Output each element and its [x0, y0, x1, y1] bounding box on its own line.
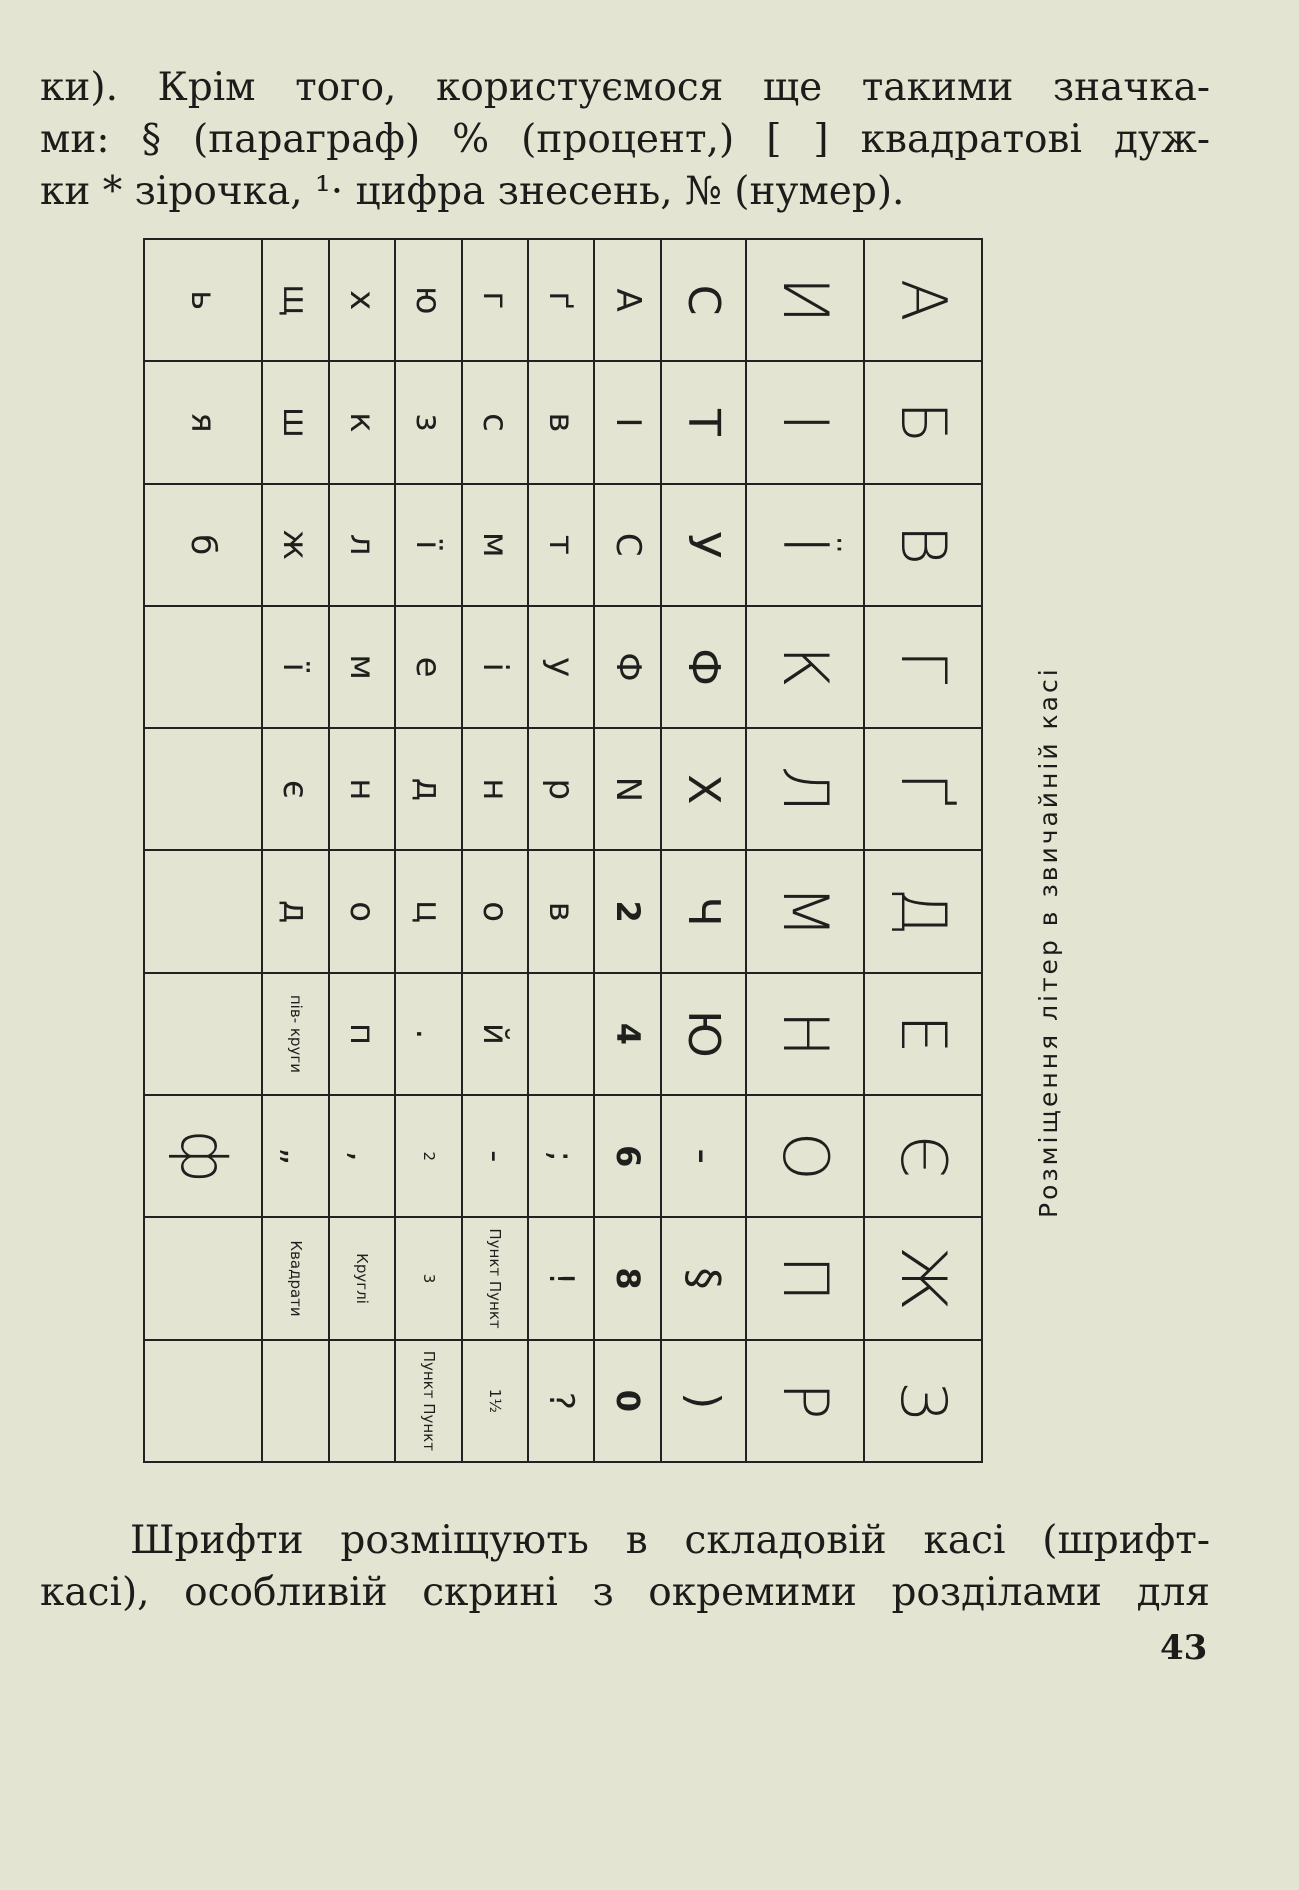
case-cell: А: [864, 239, 982, 361]
case-cell: д: [395, 728, 461, 850]
case-cell: 4: [594, 973, 660, 1095]
case-cell: Х: [661, 728, 746, 850]
case-cell: Е: [864, 973, 982, 1095]
case-cell: У: [661, 484, 746, 606]
case-cell: Т: [661, 361, 746, 483]
case-cell: [262, 1340, 328, 1462]
case-cell: [144, 606, 262, 728]
case-cell: пів- круги: [262, 973, 328, 1095]
case-cell: й: [462, 973, 528, 1095]
case-cell: Пункт Пункт: [462, 1217, 528, 1339]
case-cell: є: [262, 728, 328, 850]
type-case-diagram: [143, 238, 983, 1463]
case-cell: м: [329, 606, 395, 728]
case-cell: 0: [594, 1340, 660, 1462]
case-cell: N: [594, 728, 660, 850]
case-cell: Пункт Пункт: [395, 1340, 461, 1462]
case-cell: В: [864, 484, 982, 606]
case-cell: в: [528, 850, 594, 972]
intro-paragraph: [40, 62, 1210, 218]
case-cell: Б: [864, 361, 982, 483]
case-cell: Ї: [746, 484, 864, 606]
case-cell: Ф: [594, 606, 660, 728]
case-cell: 1½: [462, 1340, 528, 1462]
case-cell: ь: [144, 239, 262, 361]
case-cell: Ф: [661, 606, 746, 728]
case-cell: Ч: [661, 850, 746, 972]
case-cell: ?: [528, 1340, 594, 1462]
case-cell: н: [462, 728, 528, 850]
case-cell: П: [746, 1217, 864, 1339]
case-cell: Круглі: [329, 1217, 395, 1339]
case-cell: Ж: [864, 1217, 982, 1339]
case-cell: ю: [395, 239, 461, 361]
case-cell: і: [462, 606, 528, 728]
body-paragraph: [40, 1515, 1210, 1619]
case-cell: д: [262, 850, 328, 972]
case-cell: 2: [395, 1095, 461, 1217]
case-cell: ц: [395, 850, 461, 972]
case-cell: -: [462, 1095, 528, 1217]
case-cell: .: [395, 973, 461, 1095]
case-cell: [144, 973, 262, 1095]
case-cell: ,: [329, 1095, 395, 1217]
case-cell: [144, 1217, 262, 1339]
case-cell: [329, 1340, 395, 1462]
case-cell: [144, 850, 262, 972]
case-cell: С: [594, 484, 660, 606]
case-cell: 8: [594, 1217, 660, 1339]
case-cell: -: [661, 1095, 746, 1217]
case-cell: ї: [262, 606, 328, 728]
case-cell: [528, 973, 594, 1095]
case-cell: я: [144, 361, 262, 483]
case-cell: к: [329, 361, 395, 483]
case-cell: М: [746, 850, 864, 972]
case-cell: С: [661, 239, 746, 361]
case-cell: ш: [262, 361, 328, 483]
case-cell: е: [395, 606, 461, 728]
case-cell: п: [329, 973, 395, 1095]
page-number: 43: [1160, 1628, 1208, 1668]
case-cell: 3: [395, 1217, 461, 1339]
case-cell: ж: [262, 484, 328, 606]
case-cell: А: [594, 239, 660, 361]
intro-line-2: ми: § (параграф) % (процент,) [ ] квадратові дуж-: [40, 117, 1210, 162]
case-cell: х: [329, 239, 395, 361]
case-cell: Квадрати: [262, 1217, 328, 1339]
case-cell: Г: [864, 606, 982, 728]
case-cell: с: [462, 361, 528, 483]
case-cell: 2: [594, 850, 660, 972]
case-cell: [144, 1340, 262, 1462]
case-cell: щ: [262, 239, 328, 361]
case-cell: м: [462, 484, 528, 606]
case-cell: б: [144, 484, 262, 606]
case-cell: о: [329, 850, 395, 972]
case-cell: в: [528, 361, 594, 483]
case-cell: И: [746, 239, 864, 361]
case-cell: 6: [594, 1095, 660, 1217]
case-cell: І: [594, 361, 660, 483]
body-line-2: касі), особливій скрині з окремими розділами для: [40, 1570, 1210, 1615]
case-cell: „: [262, 1095, 328, 1217]
case-cell: Р: [746, 1340, 864, 1462]
case-cell: л: [329, 484, 395, 606]
case-cell: З: [864, 1340, 982, 1462]
intro-line-3: ки * зірочка, ¹· цифра знесень, № (нумер).: [40, 169, 905, 214]
body-line-1: Шрифти розміщують в складовій касі (шрифт-: [130, 1518, 1210, 1563]
intro-line-1: ки). Крім того, користуємося ще такими значка-: [40, 65, 1210, 110]
case-cell: Ю: [661, 973, 746, 1095]
case-cell: ): [661, 1340, 746, 1462]
case-cell: О: [746, 1095, 864, 1217]
case-cell: ф: [144, 1095, 262, 1217]
case-cell: Д: [864, 850, 982, 972]
case-cell: ї: [395, 484, 461, 606]
case-cell: Є: [864, 1095, 982, 1217]
case-cell: Л: [746, 728, 864, 850]
case-cell: Ґ: [864, 728, 982, 850]
case-cell: о: [462, 850, 528, 972]
case-cell: н: [329, 728, 395, 850]
case-cell: К: [746, 606, 864, 728]
case-caption: Розміщення літер в звичайній касі: [1034, 666, 1063, 1218]
case-cell: І: [746, 361, 864, 483]
case-cell: г: [462, 239, 528, 361]
case-cell: [144, 728, 262, 850]
case-cell: т: [528, 484, 594, 606]
case-cell: ;: [528, 1095, 594, 1217]
case-cell: Н: [746, 973, 864, 1095]
case-cell: у: [528, 606, 594, 728]
case-cell: !: [528, 1217, 594, 1339]
case-cell: р: [528, 728, 594, 850]
case-cell: з: [395, 361, 461, 483]
case-cell: ґ: [528, 239, 594, 361]
case-cell: §: [661, 1217, 746, 1339]
